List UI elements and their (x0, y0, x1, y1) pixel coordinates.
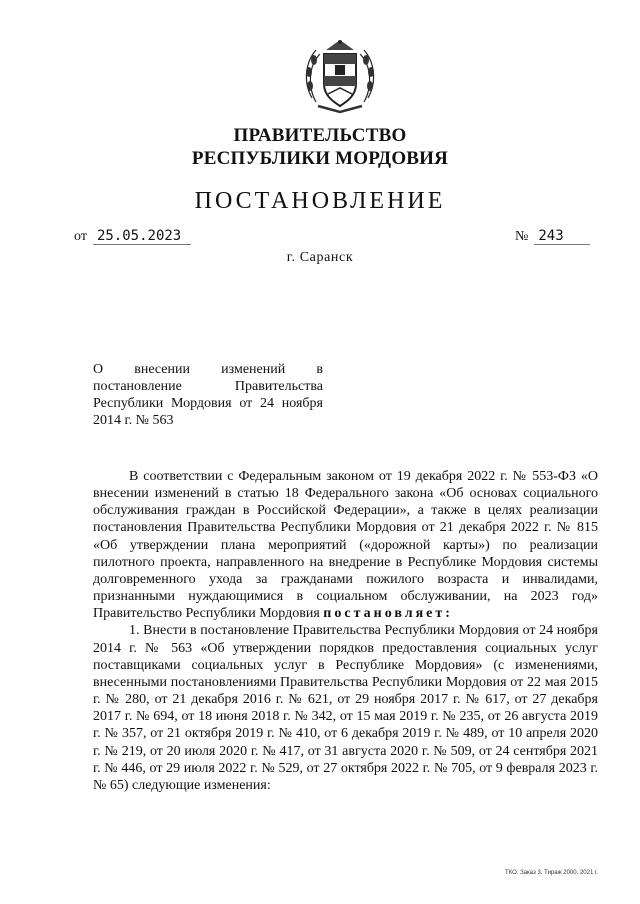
date-prefix: от (74, 229, 87, 244)
document-body (93, 468, 598, 794)
city-label: г. Саранск (286, 250, 354, 265)
document-subject: О внесении изменений в постановление Правительства Республики Мордовия от 24 ноября 2014 г. № 563 (93, 362, 323, 428)
number-line (515, 228, 590, 245)
coat-of-arms-icon (302, 36, 378, 116)
document-type-title: ПОСТАНОВЛЕНИЕ (194, 188, 446, 214)
document-number: 243 (534, 228, 590, 245)
organization-name-line1: ПРАВИТЕЛЬСТВО (233, 125, 407, 146)
organization-name-line2: РЕСПУБЛИКИ МОРДОВИЯ (191, 148, 449, 169)
decree-word: постановляет: (323, 606, 453, 622)
print-footer: ТКО. Заказ 3. Тираж 2000. 2021 г. (505, 870, 599, 876)
number-prefix: № (515, 229, 529, 244)
date-line (74, 228, 191, 245)
document-date: 25.05.2023 (93, 228, 191, 245)
preamble-text: В соответствии с Федеральным законом от 19 декабря 2022 г. № 553-ФЗ «О внесении изменений в статью 18 Федерального закона «Об основах социального обслуживания граждан в Российской Федерации», а также в целях реализации постановления Правительства Республики Мордовия от 21 декабря 2022 г. № 815 «Об утверждении плана мероприятий («дорожной карты») по реализации пилотного проекта, направленного на внедрение в Республике Мордовия системы долговременного ухода за гражданами пожилого возраста и инвалидами, признанными нуждающимися в социальном обслуживании, на 2023 год» Правительство Республики Мордовия (93, 469, 598, 622)
paragraph-item-1: 1. Внести в постановление Правительства Республики Мордовия от 24 ноября 2014 г. № 563 «Об утверждении порядков предоставления социальных услуг поставщиками социальных услуг в Республике Мордовия» (с изменениями, внесенными постановлениями Правительства Республики Мордовия от 22 мая 2015 г. № 280, от 21 декабря 2016 г. № 621, от 29 ноября 2017 г. № 617, от 27 декабря 2017 г. № 694, от 18 июня 2018 г. № 342, от 15 мая 2019 г. № 235, от 26 августа 2019 г. № 357, от 21 октября 2019 г. № 410, от 6 декабря 2019 г. № 489, от 10 апреля 2020 г. № 219, от 20 июля 2020 г. № 417, от 31 августа 2020 г. № 509, от 24 сентября 2021 г. № 446, от 29 июля 2022 г. № 529, от 27 октября 2022 г. № 705, от 9 февраля 2023 г. № 65) следующие изменения: (93, 623, 598, 793)
paragraph-preamble (93, 468, 598, 622)
